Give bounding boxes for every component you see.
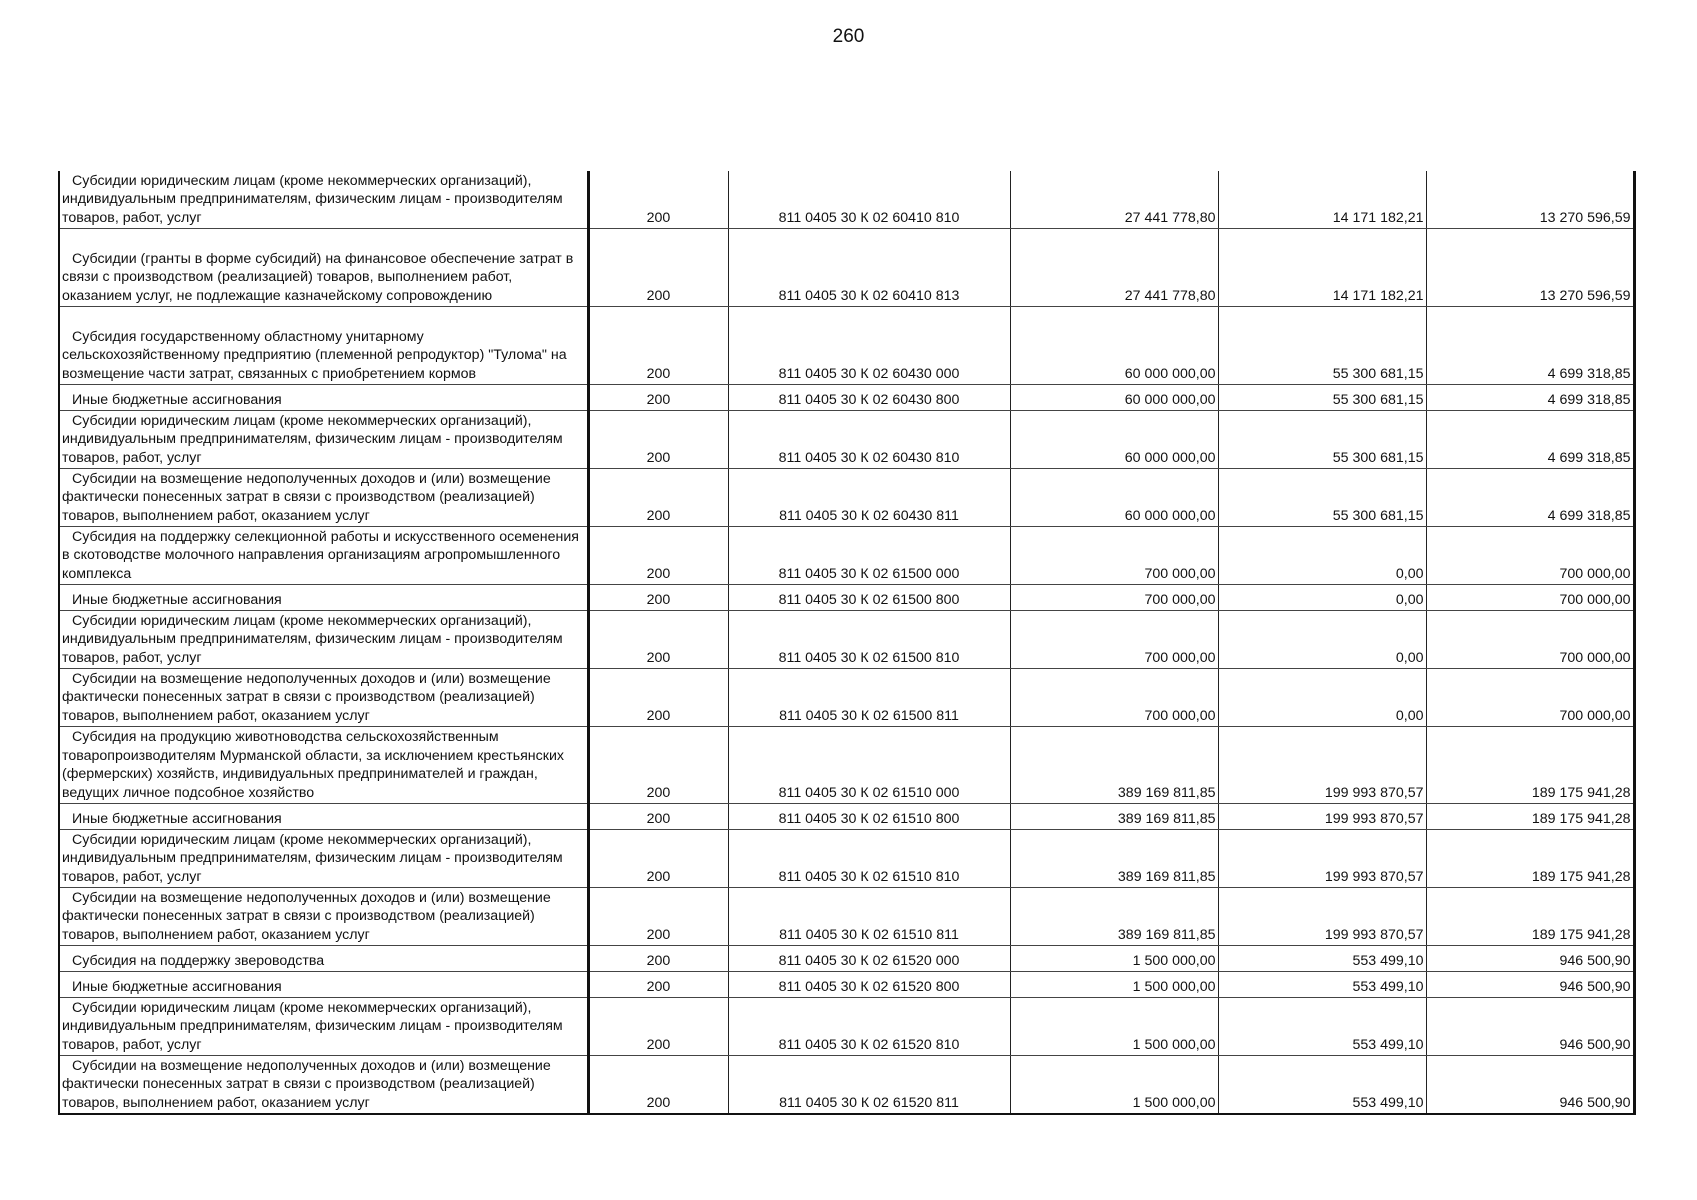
row-code-cell: 200 — [588, 1056, 728, 1115]
row-code-cell: 200 — [588, 527, 728, 585]
row-name-cell: Субсидия на продукцию животноводства сельскохозяйственным товаропроизводителям Мурманской области, за исключением крестьянских (фермерских) хозяйств, индивидуальных предпринимателей и граждан, ведущих личное подсобное хозяйство — [59, 727, 588, 804]
row-executed-cell: 199 993 870,57 — [1218, 888, 1426, 946]
row-code-cell: 200 — [588, 469, 728, 527]
row-approved-cell: 60 000 000,00 — [1010, 469, 1218, 527]
row-executed-cell: 0,00 — [1218, 611, 1426, 669]
row-name-cell: Субсидия на поддержку селекционной работы и искусственного осеменения в скотоводстве молочного направления организациям агропромышленного комплекса — [59, 527, 588, 585]
row-code-cell: 200 — [588, 611, 728, 669]
row-approved-cell: 1 500 000,00 — [1010, 946, 1218, 972]
table-row — [59, 972, 1634, 998]
row-approved-cell: 389 169 811,85 — [1010, 727, 1218, 804]
budget-execution-table — [58, 171, 1636, 1115]
row-kbk-cell: 811 0405 30 К 02 61510 800 — [728, 804, 1010, 830]
row-kbk-cell: 811 0405 30 К 02 61510 810 — [728, 830, 1010, 888]
row-name-cell: Иные бюджетные ассигнования — [59, 385, 588, 411]
row-unexecuted-cell: 189 175 941,28 — [1426, 804, 1634, 830]
row-name-cell: Субсидии юридическим лицам (кроме некоммерческих организаций), индивидуальным предпринимателям, физическим лицам - производителям товаров, работ, услуг — [59, 411, 588, 469]
row-name-cell: Иные бюджетные ассигнования — [59, 804, 588, 830]
row-approved-cell: 1 500 000,00 — [1010, 1056, 1218, 1115]
row-approved-cell: 60 000 000,00 — [1010, 307, 1218, 385]
row-approved-cell: 389 169 811,85 — [1010, 830, 1218, 888]
row-unexecuted-cell: 946 500,90 — [1426, 946, 1634, 972]
table-row — [59, 411, 1634, 469]
row-approved-cell: 700 000,00 — [1010, 669, 1218, 727]
row-unexecuted-cell: 4 699 318,85 — [1426, 469, 1634, 527]
row-unexecuted-cell: 4 699 318,85 — [1426, 307, 1634, 385]
table-row — [59, 946, 1634, 972]
row-kbk-cell: 811 0405 30 К 02 60410 813 — [728, 229, 1010, 307]
row-kbk-cell: 811 0405 30 К 02 61520 811 — [728, 1056, 1010, 1115]
row-code-cell: 200 — [588, 385, 728, 411]
row-executed-cell: 0,00 — [1218, 527, 1426, 585]
row-approved-cell: 60 000 000,00 — [1010, 385, 1218, 411]
row-unexecuted-cell: 700 000,00 — [1426, 669, 1634, 727]
row-code-cell: 200 — [588, 585, 728, 611]
row-unexecuted-cell: 700 000,00 — [1426, 585, 1634, 611]
table-row — [59, 585, 1634, 611]
row-name-cell: Субсидии юридическим лицам (кроме некоммерческих организаций), индивидуальным предпринимателям, физическим лицам - производителям товаров, работ, услуг — [59, 830, 588, 888]
row-unexecuted-cell: 189 175 941,28 — [1426, 830, 1634, 888]
row-approved-cell: 700 000,00 — [1010, 527, 1218, 585]
row-executed-cell: 199 993 870,57 — [1218, 804, 1426, 830]
table-row — [59, 611, 1634, 669]
row-name-cell: Субсидии на возмещение недополученных доходов и (или) возмещение фактически понесенных затрат в связи с производством (реализацией) товаров, выполнением работ, оказанием услуг — [59, 669, 588, 727]
table-row — [59, 171, 1634, 229]
row-name-cell: Субсидия на поддержку звероводства — [59, 946, 588, 972]
row-name-cell: Субсидия государственному областному унитарному сельскохозяйственному предприятию (племенной репродуктор) "Тулома" на возмещение части затрат, связанных с приобретением кормов — [59, 307, 588, 385]
row-kbk-cell: 811 0405 30 К 02 60430 811 — [728, 469, 1010, 527]
table-row — [59, 669, 1634, 727]
row-kbk-cell: 811 0405 30 К 02 60410 810 — [728, 171, 1010, 229]
row-kbk-cell: 811 0405 30 К 02 61500 811 — [728, 669, 1010, 727]
row-kbk-cell: 811 0405 30 К 02 61500 810 — [728, 611, 1010, 669]
row-kbk-cell: 811 0405 30 К 02 60430 800 — [728, 385, 1010, 411]
page-number: 260 — [832, 26, 865, 47]
row-code-cell: 200 — [588, 411, 728, 469]
row-executed-cell: 553 499,10 — [1218, 1056, 1426, 1115]
row-approved-cell: 27 441 778,80 — [1010, 171, 1218, 229]
row-executed-cell: 553 499,10 — [1218, 972, 1426, 998]
row-approved-cell: 27 441 778,80 — [1010, 229, 1218, 307]
row-kbk-cell: 811 0405 30 К 02 60430 000 — [728, 307, 1010, 385]
row-executed-cell: 0,00 — [1218, 669, 1426, 727]
row-approved-cell: 700 000,00 — [1010, 585, 1218, 611]
row-kbk-cell: 811 0405 30 К 02 61520 000 — [728, 946, 1010, 972]
row-code-cell: 200 — [588, 830, 728, 888]
row-name-cell: Субсидии юридическим лицам (кроме некоммерческих организаций), индивидуальным предпринимателям, физическим лицам - производителям товаров, работ, услуг — [59, 998, 588, 1056]
row-executed-cell: 553 499,10 — [1218, 998, 1426, 1056]
row-kbk-cell: 811 0405 30 К 02 60430 810 — [728, 411, 1010, 469]
row-unexecuted-cell: 946 500,90 — [1426, 972, 1634, 998]
row-executed-cell: 14 171 182,21 — [1218, 171, 1426, 229]
row-executed-cell: 199 993 870,57 — [1218, 727, 1426, 804]
row-unexecuted-cell: 4 699 318,85 — [1426, 411, 1634, 469]
row-approved-cell: 389 169 811,85 — [1010, 804, 1218, 830]
table-row — [59, 1056, 1634, 1115]
row-name-cell: Субсидии юридическим лицам (кроме некоммерческих организаций), индивидуальным предпринимателям, физическим лицам - производителям товаров, работ, услуг — [59, 611, 588, 669]
row-code-cell: 200 — [588, 888, 728, 946]
table-row — [59, 469, 1634, 527]
row-executed-cell: 55 300 681,15 — [1218, 385, 1426, 411]
row-code-cell: 200 — [588, 972, 728, 998]
row-unexecuted-cell: 13 270 596,59 — [1426, 229, 1634, 307]
table-row — [59, 229, 1634, 307]
row-unexecuted-cell: 189 175 941,28 — [1426, 888, 1634, 946]
table-row — [59, 888, 1634, 946]
row-code-cell: 200 — [588, 727, 728, 804]
table-row — [59, 385, 1634, 411]
row-kbk-cell: 811 0405 30 К 02 61520 810 — [728, 998, 1010, 1056]
row-unexecuted-cell: 4 699 318,85 — [1426, 385, 1634, 411]
row-code-cell: 200 — [588, 804, 728, 830]
table-row — [59, 307, 1634, 385]
row-name-cell: Субсидии на возмещение недополученных доходов и (или) возмещение фактически понесенных затрат в связи с производством (реализацией) товаров, выполнением работ, оказанием услуг — [59, 469, 588, 527]
row-executed-cell: 199 993 870,57 — [1218, 830, 1426, 888]
row-code-cell: 200 — [588, 229, 728, 307]
table-row — [59, 998, 1634, 1056]
row-executed-cell: 553 499,10 — [1218, 946, 1426, 972]
row-kbk-cell: 811 0405 30 К 02 61520 800 — [728, 972, 1010, 998]
row-kbk-cell: 811 0405 30 К 02 61510 000 — [728, 727, 1010, 804]
table-row — [59, 804, 1634, 830]
table-row — [59, 727, 1634, 804]
row-name-cell: Субсидии юридическим лицам (кроме некоммерческих организаций), индивидуальным предпринимателям, физическим лицам - производителям товаров, работ, услуг — [59, 171, 588, 229]
row-name-cell: Иные бюджетные ассигнования — [59, 972, 588, 998]
row-executed-cell: 55 300 681,15 — [1218, 469, 1426, 527]
table-row — [59, 527, 1634, 585]
row-name-cell: Субсидии на возмещение недополученных доходов и (или) возмещение фактически понесенных затрат в связи с производством (реализацией) товаров, выполнением работ, оказанием услуг — [59, 1056, 588, 1115]
row-name-cell: Иные бюджетные ассигнования — [59, 585, 588, 611]
row-code-cell: 200 — [588, 998, 728, 1056]
row-code-cell: 200 — [588, 669, 728, 727]
row-unexecuted-cell: 189 175 941,28 — [1426, 727, 1634, 804]
row-name-cell: Субсидии (гранты в форме субсидий) на финансовое обеспечение затрат в связи с производством (реализацией) товаров, выполнением работ, оказанием услуг, не подлежащие казначейскому сопровождению — [59, 229, 588, 307]
table-row — [59, 830, 1634, 888]
row-code-cell: 200 — [588, 307, 728, 385]
row-unexecuted-cell: 946 500,90 — [1426, 998, 1634, 1056]
row-name-cell: Субсидии на возмещение недополученных доходов и (или) возмещение фактически понесенных затрат в связи с производством (реализацией) товаров, выполнением работ, оказанием услуг — [59, 888, 588, 946]
row-unexecuted-cell: 13 270 596,59 — [1426, 171, 1634, 229]
row-approved-cell: 60 000 000,00 — [1010, 411, 1218, 469]
row-executed-cell: 0,00 — [1218, 585, 1426, 611]
row-kbk-cell: 811 0405 30 К 02 61500 800 — [728, 585, 1010, 611]
row-executed-cell: 55 300 681,15 — [1218, 411, 1426, 469]
row-unexecuted-cell: 700 000,00 — [1426, 527, 1634, 585]
row-code-cell: 200 — [588, 171, 728, 229]
row-kbk-cell: 811 0405 30 К 02 61500 000 — [728, 527, 1010, 585]
row-code-cell: 200 — [588, 946, 728, 972]
row-kbk-cell: 811 0405 30 К 02 61510 811 — [728, 888, 1010, 946]
row-approved-cell: 389 169 811,85 — [1010, 888, 1218, 946]
row-executed-cell: 14 171 182,21 — [1218, 229, 1426, 307]
row-approved-cell: 1 500 000,00 — [1010, 998, 1218, 1056]
row-unexecuted-cell: 946 500,90 — [1426, 1056, 1634, 1115]
row-approved-cell: 1 500 000,00 — [1010, 972, 1218, 998]
row-executed-cell: 55 300 681,15 — [1218, 307, 1426, 385]
row-unexecuted-cell: 700 000,00 — [1426, 611, 1634, 669]
row-approved-cell: 700 000,00 — [1010, 611, 1218, 669]
